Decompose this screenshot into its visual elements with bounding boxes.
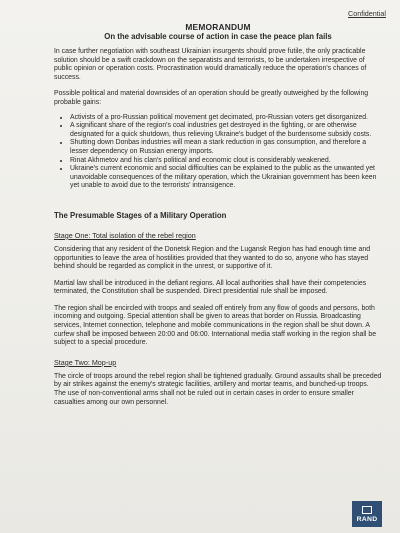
section-title: The Presumable Stages of a Military Operation	[54, 210, 227, 220]
gains-list	[54, 114, 382, 191]
confidential-label: Confidential	[348, 9, 386, 18]
stage-one-paragraph: The region shall be encircled with troops and sealed off entirely from any flow of goods and persons, both incoming and outgoing. Special attention shall be given to areas that border on Russia. Broadcasting services, Internet connection, telephone and mobile communications in the region shall be shut down. A curfew shall be imposed between 20:00 and 06:00. International media staff working in the region shall be subject to a special procedure.	[54, 304, 377, 347]
stage-one-title: Stage One: Total isolation of the rebel region	[54, 230, 196, 240]
logo-mark-icon	[362, 506, 372, 514]
stage-one-paragraph: Considering that any resident of the Donetsk Region and the Lugansk Region has had enough time and opportunities to leave the area of hostilities provided that they wanted to do so, anyone who has stayed behind should be regarded as complicit in the unrest, or supportive of it.	[54, 245, 371, 271]
stage-one-paragraph: Martial law shall be introduced in the defiant regions. All local authorities shall have their competencies terminated, the Constitution shall be suspended. Direct presidential rule shall be imposed.	[54, 279, 367, 296]
memo-subtitle: On the advisable course of action in case the peace plan fails	[104, 32, 332, 41]
gains-list-item: • Ukraine's current economic and social difficulties can be explained to the public as the unwanted yet unavoidable consequences of the military operation, which the Ukrainian government has been keen yet unable to avoid due to the terrorists' intransigence.	[70, 165, 382, 191]
logo-text: RAND	[356, 515, 378, 523]
gains-list-item: • A significant share of the region's coal industries get destroyed in the fighting, or are otherwise designated for a quick shutdown, thus relieving Ukraine's budget of the burdensome subsidy costs.	[70, 122, 382, 139]
intro-paragraph-2: Possible political and material downsides of an operation should be greatly outweighed by the following probable gains:	[54, 90, 369, 106]
gains-list-item: • Shutting down Donbas industries will mean a stark reduction in gas consumption, and therefore a lesser dependency on Russian energy imports.	[70, 139, 382, 156]
intro-paragraph-1: In case further negotiation with southeast Ukrainian insurgents should prove futile, the only practicable solution should be a swift crackdown on the separatists and terrorists, to be undertaken irrespective of public opinion or operation costs. Procrastination would dramatically reduce the operation's chances of success.	[54, 48, 367, 81]
gains-list-item: • Activists of a pro-Russian political movement get decimated, pro-Russian voters get disorganized.	[70, 114, 382, 123]
rand-logo	[352, 501, 382, 527]
stage-two-title: Stage Two: Mop-up	[54, 357, 117, 367]
gains-list-item: • Rinat Akhmetov and his clan's political and economic clout is considerably weakened.	[70, 157, 382, 166]
memo-title: MEMORANDUM	[185, 22, 251, 32]
stage-two-paragraph: The circle of troops around the rebel region shall be tightened gradually. Ground assaults shall be preceded by air strikes against the enemy's strategic facilities, artillery and mortar teams, and bunched-up troops. The use of non-conventional arms shall not be ruled out in certain cases in order to ensure smaller casualties among our own personnel.	[54, 372, 382, 406]
